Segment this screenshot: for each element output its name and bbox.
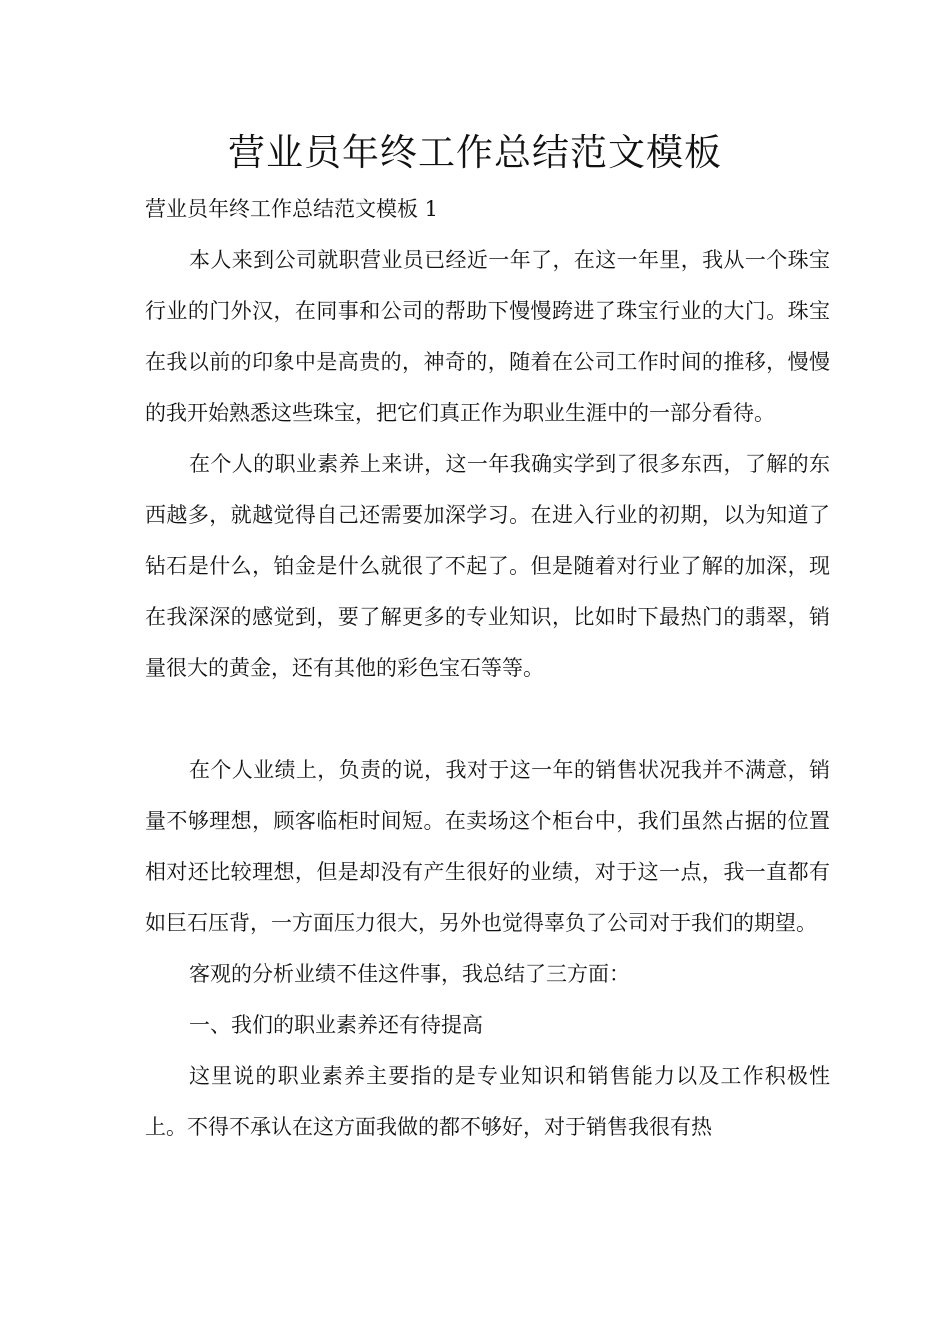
- paragraph-1: 本人来到公司就职营业员已经近一年了，在这一年里，我从一个珠宝行业的门外汉，在同事和公司的帮助下慢慢跨进了珠宝行业的大门。珠宝在我以前的印象中是高贵的，神奇的，随着在公司工作时间的推移，慢慢的我开始熟悉这些珠宝，把它们真正作为职业生涯中的一部分看待。: [145, 248, 830, 425]
- paragraph-2: 在个人的职业素养上来讲，这一年我确实学到了很多东西，了解的东西越多，就越觉得自己还需要加深学习。在进入行业的初期，以为知道了钻石是什么，铂金是什么就很了不起了。但是随着对行业了解的加深，现在我深深的感觉到，要了解更多的专业知识，比如时下最热门的翡翠，销量很大的黄金，还有其他的彩色宝石等等。: [145, 452, 830, 680]
- document-body: [145, 184, 830, 1153]
- section-heading-1: 一、我们的职业素养还有待提高: [189, 1013, 483, 1037]
- paragraph-4: 客观的分析业绩不佳这件事，我总结了三方面：: [189, 962, 630, 986]
- document-title: 营业员年终工作总结范文模板: [228, 131, 722, 174]
- paragraph-5: 这里说的职业素养主要指的是专业知识和销售能力以及工作积极性上。不得不承认在这方面我做的都不够好，对于销售我很有热: [145, 1064, 830, 1139]
- document-subtitle: 营业员年终工作总结范文模板 1: [145, 197, 439, 221]
- blank-line: [145, 694, 830, 745]
- paragraph-3: 在个人业绩上，负责的说，我对于这一年的销售状况我并不满意，销量不够理想，顾客临柜时间短。在卖场这个柜台中，我们虽然占据的位置相对还比较理想，但是却没有产生很好的业绩，对于这一点，我一直都有如巨石压背，一方面压力很大，另外也觉得辜负了公司对于我们的期望。: [145, 758, 830, 935]
